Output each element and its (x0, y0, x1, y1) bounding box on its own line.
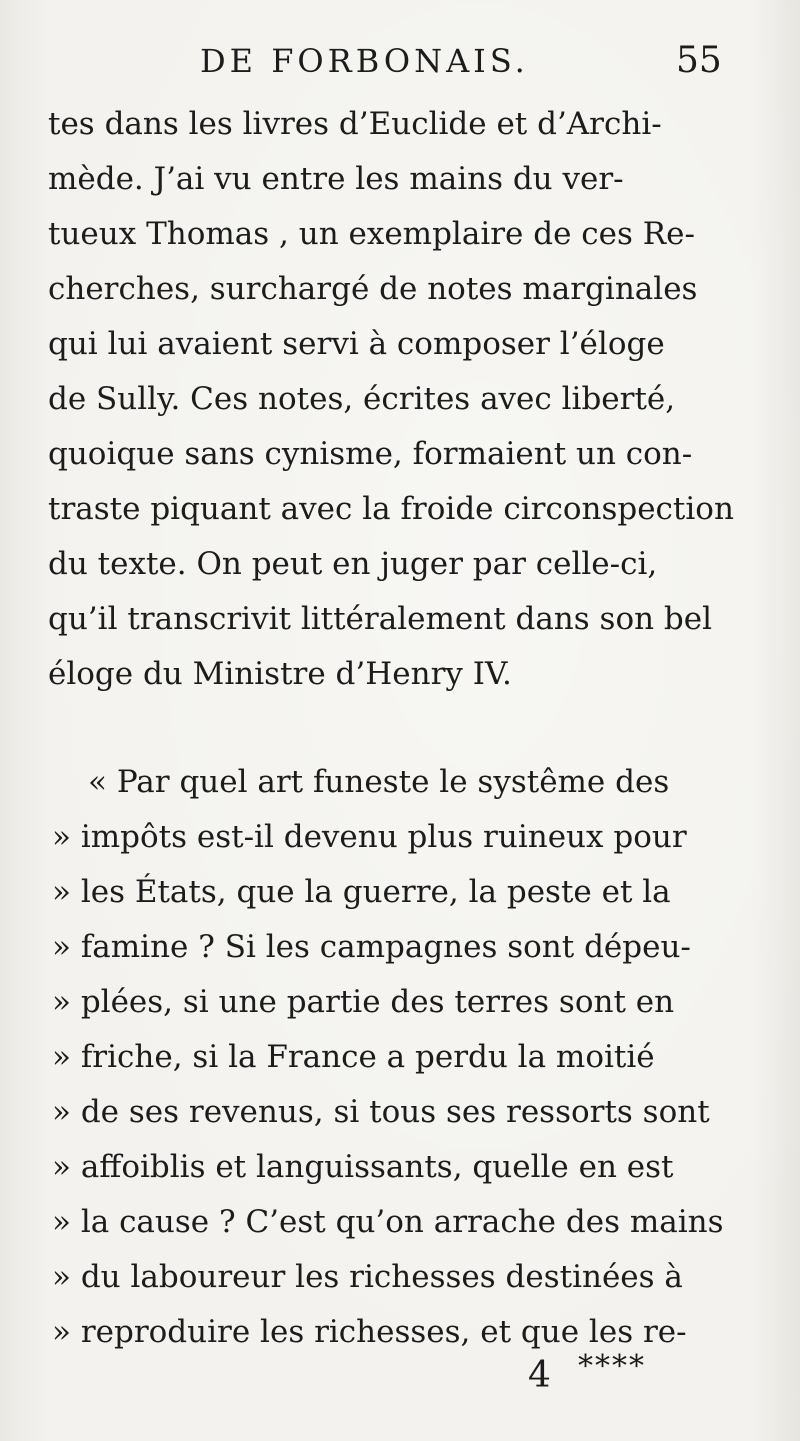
quote-line: » de ses revenus, si tous ses ressorts sont (52, 1094, 710, 1130)
paragraph-line: du texte. On peut en juger par celle-ci, (48, 546, 658, 582)
paragraph-line: éloge du Ministre d’Henry IV. (48, 656, 512, 692)
quote-line: » la cause ? C’est qu’on arrache des mains (52, 1204, 724, 1240)
paragraph-line: qu’il transcrivit littéralement dans son bel (48, 601, 713, 637)
signature-stars: **** (578, 1349, 646, 1384)
paragraph-line: quoique sans cynisme, formaient un con- (48, 436, 693, 472)
paragraph-line: qui lui avaient servi à composer l’éloge (48, 326, 665, 362)
running-head: DE FORBONAIS. (200, 42, 529, 80)
paragraph-line: tes dans les livres d’Euclide et d’Archi- (48, 106, 662, 142)
paragraph-line: tueux Thomas , un exemplaire de ces Re- (48, 216, 695, 252)
paragraph-line: mède. J’ai vu entre les mains du ver- (48, 161, 624, 197)
quote-line: » les États, que la guerre, la peste et la (52, 874, 671, 910)
quote-line: » friche, si la France a perdu la moitié (52, 1039, 655, 1075)
paragraph-line: de Sully. Ces notes, écrites avec liberté, (48, 381, 676, 417)
quote-line: » du laboureur les richesses destinées à (52, 1259, 683, 1295)
page-number: 55 (676, 40, 722, 81)
quote-line: » reproduire les richesses, et que les re- (52, 1314, 687, 1350)
quote-line: « Par quel art funeste le systême des (88, 764, 670, 800)
quote-line: » affoiblis et languissants, quelle en est (52, 1149, 674, 1185)
signature-mark: 4 (528, 1355, 551, 1396)
quote-line: » famine ? Si les campagnes sont dépeu- (52, 929, 691, 965)
page-header (0, 40, 800, 90)
quote-line: » impôts est-il devenu plus ruineux pour (52, 819, 687, 855)
quote-line: » plées, si une partie des terres sont en (52, 984, 675, 1020)
paragraph-line: cherches, surchargé de notes marginales (48, 271, 698, 307)
paragraph-line: traste piquant avec la froide circonspection (48, 491, 734, 527)
